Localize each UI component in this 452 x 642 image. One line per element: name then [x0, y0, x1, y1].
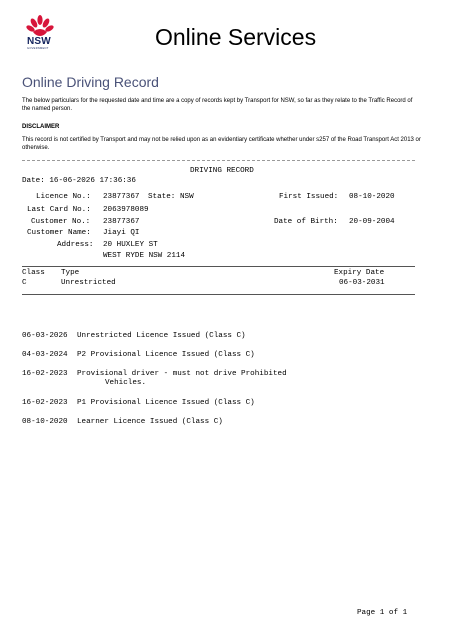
col-class-header: Class: [22, 269, 45, 277]
col-expiry-header: Expiry Date: [334, 269, 385, 277]
dob-value: 20-09-2004: [349, 218, 395, 226]
address-line-1: 20 HUXLEY ST: [103, 241, 158, 249]
customer-name-label: Customer Name:: [27, 229, 91, 237]
divider: [22, 294, 415, 295]
customer-no-value: 23877367: [103, 218, 140, 226]
first-issued-label: First Issued:: [279, 193, 339, 201]
licence-class-value: C: [22, 279, 27, 287]
history-text: Unrestricted Licence Issued (Class C): [77, 332, 246, 340]
first-issued-value: 08-10-2020: [349, 193, 395, 201]
record-heading: Online Driving Record: [22, 74, 159, 90]
history-date: 08-10-2020: [22, 418, 68, 426]
intro-text: The below particulars for the requested date and time are a copy of records kept by Transport for NSW, so far as they relate to the Traffic Record of the named person.: [22, 98, 413, 112]
state-label: State:: [148, 193, 176, 201]
disclaimer-text: This record is not certified by Transport and may not be relied upon as an evidentiary certificate whether under s257 of the Road Transport Act 2013 or otherwise.: [22, 137, 421, 151]
licence-expiry-value: 06-03-2031: [339, 279, 385, 287]
licence-no-label: Licence No.:: [36, 193, 91, 201]
customer-name-value: Jiayi QI: [103, 229, 140, 237]
history-date: 16-02-2023: [22, 399, 68, 407]
last-card-label: Last Card No.:: [27, 206, 91, 214]
driving-record-banner: DRIVING RECORD: [190, 167, 254, 175]
history-text: P2 Provisional Licence Issued (Class C): [77, 351, 255, 359]
state-value: NSW: [180, 193, 194, 201]
logo-subtext: GOVERNMENT: [27, 47, 49, 50]
history-text-continued: Vehicles.: [105, 379, 147, 387]
logo-wordmark: NSW: [27, 36, 51, 47]
divider: [22, 160, 415, 161]
licence-type-value: Unrestricted: [61, 279, 116, 287]
history-text: Learner Licence Issued (Class C): [77, 418, 223, 426]
address-line-2: WEST RYDE NSW 2114: [103, 252, 186, 260]
address-label: Address:: [57, 241, 94, 249]
history-text: P1 Provisional Licence Issued (Class C): [77, 399, 255, 407]
dob-label: Date of Birth:: [274, 218, 338, 226]
last-card-value: 2063978089: [103, 206, 149, 214]
page-title: Online Services: [155, 24, 317, 50]
page-number: Page 1 of 1: [357, 609, 408, 617]
disclaimer-heading: DISCLAIMER: [22, 124, 60, 130]
history-date: 16-02-2023: [22, 370, 68, 378]
licence-no-value: 23877367: [103, 193, 140, 201]
history-date: 06-03-2026: [22, 332, 68, 340]
record-date: Date: 16-06-2026 17:36:36: [22, 177, 136, 185]
col-type-header: Type: [61, 269, 80, 277]
history-date: 04-03-2024: [22, 351, 68, 359]
divider: [22, 266, 415, 267]
customer-no-label: Customer No.:: [31, 218, 91, 226]
history-text: Provisional driver - must not drive Prohibited: [77, 370, 287, 378]
